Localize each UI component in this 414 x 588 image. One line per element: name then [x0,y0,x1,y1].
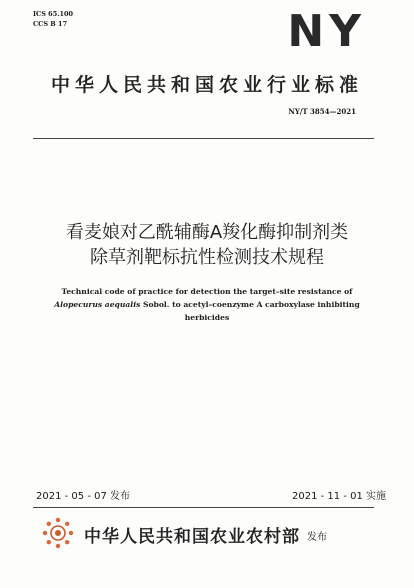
standard-type-title: 中华人民共和国农业行业标准 [50,74,363,96]
publish-date: 2021 - 05 - 07 发布 [36,491,131,502]
ccs-code: CCS B 17 [33,20,68,28]
english-title-part-1: Technical code of practice for detection the target–site resistance of [61,287,353,296]
chinese-title-line-2: 除草剂靶标抗性检测技术规程 [90,247,324,268]
ny-logo: NY [287,6,366,57]
chinese-title-line-1: 看麦娘对乙酰辅酶A羧化酶抑制剂类 [65,222,349,243]
chinese-title [0,220,414,270]
top-divider [33,138,374,139]
classification-codes [33,9,73,29]
english-title [38,285,376,324]
issue-label: 发布 [307,532,327,543]
english-title-part-2: Sobol. to acetyl–coenzyme A carboxylase inhibiting herbicides [140,300,360,322]
ics-code: ICS 65.100 [33,10,74,18]
standard-number: NY/T 3854—2021 [288,107,356,116]
english-title-species: Alopecurus aequalis [54,300,141,309]
ministry-name: 中华人民共和国农业农村部 [84,527,300,547]
ministry-emblem-icon [40,515,76,551]
implement-date: 2021 - 11 - 01 实施 [291,491,386,502]
bottom-divider [33,507,374,508]
